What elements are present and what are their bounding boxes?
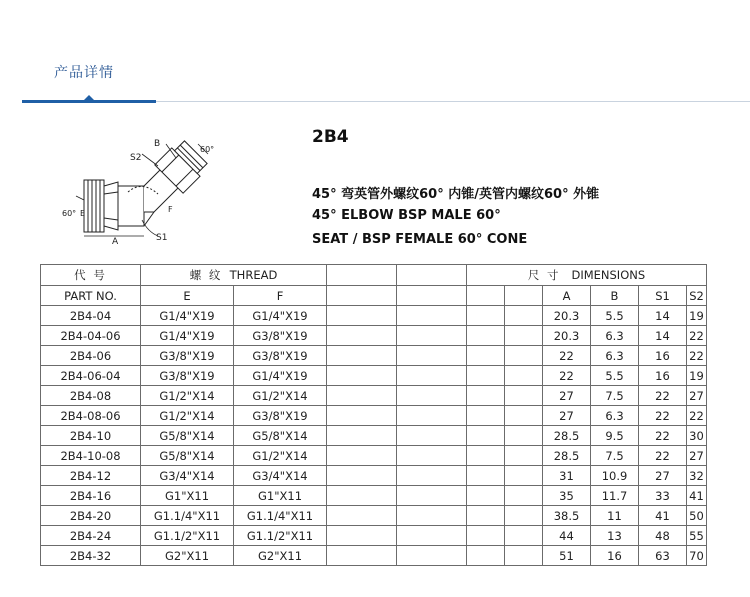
diagram-label-angle-left: 60° xyxy=(62,209,77,218)
cell-dim-s2: 27 xyxy=(687,446,707,466)
cell-dim-s1: 22 xyxy=(639,386,687,406)
empty-cell xyxy=(327,506,397,526)
cell-dim-b: 7.5 xyxy=(591,446,639,466)
empty-cell xyxy=(397,506,467,526)
cell-part-no: 2B4-10-08 xyxy=(41,446,141,466)
empty-cell xyxy=(467,386,505,406)
cell-dim-b: 11 xyxy=(591,506,639,526)
cell-dim-b: 6.3 xyxy=(591,406,639,426)
empty-cell xyxy=(397,546,467,566)
cell-dim-a: 27 xyxy=(543,386,591,406)
empty-cell xyxy=(397,265,467,286)
product-desc-en-line1: 45° ELBOW BSP MALE 60° xyxy=(312,208,501,223)
cell-thread-e: G3/8"X19 xyxy=(141,366,234,386)
empty-cell xyxy=(467,506,505,526)
cell-part-no: 2B4-24 xyxy=(41,526,141,546)
cell-dim-s1: 48 xyxy=(639,526,687,546)
cell-thread-e: G1/4"X19 xyxy=(141,326,234,346)
empty-cell xyxy=(327,486,397,506)
cell-dim-a: 35 xyxy=(543,486,591,506)
diagram-label-s1: S1 xyxy=(156,233,168,243)
cell-dim-b: 13 xyxy=(591,526,639,546)
cell-dim-s2: 41 xyxy=(687,486,707,506)
cell-thread-e: G5/8"X14 xyxy=(141,426,234,446)
cell-dim-a: 28.5 xyxy=(543,426,591,446)
empty-cell xyxy=(397,446,467,466)
diagram-label-a: A xyxy=(112,237,119,247)
cell-thread-f: G3/8"X19 xyxy=(234,406,327,426)
cell-thread-e: G5/8"X14 xyxy=(141,446,234,466)
cell-part-no: 2B4-04-06 xyxy=(41,326,141,346)
empty-cell xyxy=(505,526,543,546)
empty-cell xyxy=(505,386,543,406)
cell-dim-s1: 22 xyxy=(639,406,687,426)
empty-cell xyxy=(467,346,505,366)
empty-cell xyxy=(327,366,397,386)
cell-thread-f: G2"X11 xyxy=(234,546,327,566)
empty-cell xyxy=(467,426,505,446)
cell-dim-a: 31 xyxy=(543,466,591,486)
cell-thread-f: G3/8"X19 xyxy=(234,326,327,346)
empty-cell xyxy=(397,386,467,406)
cell-dim-a: 22 xyxy=(543,346,591,366)
cell-dim-b: 9.5 xyxy=(591,426,639,446)
empty-cell xyxy=(505,306,543,326)
product-desc-en-line2: SEAT / BSP FEMALE 60° CONE xyxy=(312,232,528,247)
col-s2-header: S2 xyxy=(687,286,707,306)
empty-cell xyxy=(397,346,467,366)
empty-cell xyxy=(327,386,397,406)
table-row xyxy=(41,506,707,526)
cell-part-no: 2B4-08-06 xyxy=(41,406,141,426)
empty-cell xyxy=(397,286,467,306)
cell-dim-s2: 32 xyxy=(687,466,707,486)
cell-thread-f: G1/2"X14 xyxy=(234,386,327,406)
cell-dim-a: 22 xyxy=(543,366,591,386)
table-row xyxy=(41,526,707,546)
empty-cell xyxy=(397,366,467,386)
col-part-no-header: PART NO. xyxy=(41,286,141,306)
cell-dim-s1: 22 xyxy=(639,446,687,466)
cell-dim-b: 10.9 xyxy=(591,466,639,486)
cell-thread-e: G1/2"X14 xyxy=(141,386,234,406)
table-row xyxy=(41,326,707,346)
empty-cell xyxy=(397,406,467,426)
cell-dim-s1: 27 xyxy=(639,466,687,486)
cell-dim-a: 20.3 xyxy=(543,306,591,326)
cell-part-no: 2B4-06-04 xyxy=(41,366,141,386)
empty-cell xyxy=(505,366,543,386)
col-thread-header: 螺 纹 THREAD xyxy=(141,265,327,286)
empty-cell xyxy=(467,326,505,346)
empty-cell xyxy=(327,426,397,446)
spec-table xyxy=(40,264,707,566)
col-f-header: F xyxy=(234,286,327,306)
col-e-header: E xyxy=(141,286,234,306)
empty-cell xyxy=(505,446,543,466)
cell-dim-s2: 19 xyxy=(687,306,707,326)
table-row xyxy=(41,486,707,506)
empty-cell xyxy=(505,426,543,446)
cell-dim-a: 38.5 xyxy=(543,506,591,526)
cell-thread-e: G3/4"X14 xyxy=(141,466,234,486)
product-desc-cn: 45° 弯英管外螺纹60° 内锥/英管内螺纹60° 外锥 xyxy=(312,187,600,202)
cell-thread-e: G1"X11 xyxy=(141,486,234,506)
col-a-header: A xyxy=(543,286,591,306)
empty-cell xyxy=(327,346,397,366)
table-row xyxy=(41,306,707,326)
table-header-row-2 xyxy=(41,286,707,306)
empty-cell xyxy=(327,326,397,346)
cell-dim-s2: 30 xyxy=(687,426,707,446)
empty-cell xyxy=(327,526,397,546)
cell-dim-a: 27 xyxy=(543,406,591,426)
empty-cell xyxy=(397,466,467,486)
table-row xyxy=(41,366,707,386)
cell-part-no: 2B4-08 xyxy=(41,386,141,406)
empty-cell xyxy=(327,546,397,566)
empty-cell xyxy=(505,326,543,346)
empty-cell xyxy=(505,546,543,566)
empty-cell xyxy=(327,446,397,466)
table-row xyxy=(41,406,707,426)
cell-thread-f: G3/4"X14 xyxy=(234,466,327,486)
empty-cell xyxy=(397,326,467,346)
cell-thread-e: G2"X11 xyxy=(141,546,234,566)
cell-dim-s2: 70 xyxy=(687,546,707,566)
header-accent-notch xyxy=(84,95,94,100)
empty-cell xyxy=(397,526,467,546)
cell-dim-a: 44 xyxy=(543,526,591,546)
cell-dim-b: 11.7 xyxy=(591,486,639,506)
diagram-label-s2: S2 xyxy=(130,153,142,163)
cell-part-no: 2B4-20 xyxy=(41,506,141,526)
cell-thread-e: G1/2"X14 xyxy=(141,406,234,426)
cell-dim-b: 5.5 xyxy=(591,306,639,326)
col-dimensions-header: 尺 寸 DIMENSIONS xyxy=(467,265,707,286)
cell-dim-b: 7.5 xyxy=(591,386,639,406)
cell-part-no: 2B4-10 xyxy=(41,426,141,446)
cell-dim-s1: 63 xyxy=(639,546,687,566)
cell-thread-f: G1.1/2"X11 xyxy=(234,526,327,546)
table-row xyxy=(41,466,707,486)
empty-cell xyxy=(467,546,505,566)
cell-dim-s2: 19 xyxy=(687,366,707,386)
diagram-label-e: E xyxy=(80,209,86,218)
cell-thread-f: G1"X11 xyxy=(234,486,327,506)
cell-thread-e: G3/8"X19 xyxy=(141,346,234,366)
cell-part-no: 2B4-04 xyxy=(41,306,141,326)
product-model: 2B4 xyxy=(312,127,349,147)
cell-dim-b: 16 xyxy=(591,546,639,566)
empty-cell xyxy=(467,366,505,386)
cell-dim-s2: 50 xyxy=(687,506,707,526)
table-row xyxy=(41,446,707,466)
cell-thread-f: G3/8"X19 xyxy=(234,346,327,366)
elbow-fitting-diagram xyxy=(58,136,238,248)
cell-thread-e: G1/4"X19 xyxy=(141,306,234,326)
table-row xyxy=(41,346,707,366)
empty-cell xyxy=(397,306,467,326)
empty-cell xyxy=(397,486,467,506)
cell-part-no: 2B4-12 xyxy=(41,466,141,486)
cell-thread-f: G1.1/4"X11 xyxy=(234,506,327,526)
empty-cell xyxy=(327,286,397,306)
header-accent-bar xyxy=(22,100,156,103)
cell-dim-s1: 16 xyxy=(639,346,687,366)
empty-cell xyxy=(467,526,505,546)
table-row xyxy=(41,426,707,446)
cell-thread-f: G1/4"X19 xyxy=(234,366,327,386)
cell-dim-s1: 33 xyxy=(639,486,687,506)
cell-dim-s2: 22 xyxy=(687,406,707,426)
col-s1-header: S1 xyxy=(639,286,687,306)
cell-thread-f: G5/8"X14 xyxy=(234,426,327,446)
col-code-header: 代 号 xyxy=(41,265,141,286)
cell-part-no: 2B4-06 xyxy=(41,346,141,366)
header-title: 产品详情 xyxy=(54,65,114,81)
cell-dim-b: 5.5 xyxy=(591,366,639,386)
empty-cell xyxy=(467,406,505,426)
cell-dim-a: 51 xyxy=(543,546,591,566)
empty-cell xyxy=(467,446,505,466)
cell-dim-s1: 14 xyxy=(639,326,687,346)
empty-cell xyxy=(397,426,467,446)
empty-cell xyxy=(327,265,397,286)
empty-cell xyxy=(505,346,543,366)
diagram-label-b: B xyxy=(154,139,161,149)
cell-thread-e: G1.1/4"X11 xyxy=(141,506,234,526)
cell-dim-s1: 16 xyxy=(639,366,687,386)
cell-dim-b: 6.3 xyxy=(591,346,639,366)
cell-dim-b: 6.3 xyxy=(591,326,639,346)
cell-thread-f: G1/2"X14 xyxy=(234,446,327,466)
cell-dim-s1: 14 xyxy=(639,306,687,326)
cell-dim-a: 28.5 xyxy=(543,446,591,466)
cell-dim-s2: 22 xyxy=(687,326,707,346)
diagram-label-angle-top: 60° xyxy=(200,145,215,154)
cell-dim-a: 20.3 xyxy=(543,326,591,346)
cell-dim-s1: 22 xyxy=(639,426,687,446)
table-header-row-1 xyxy=(41,265,707,286)
table-row xyxy=(41,546,707,566)
empty-cell xyxy=(505,466,543,486)
empty-cell xyxy=(505,506,543,526)
cell-dim-s1: 41 xyxy=(639,506,687,526)
cell-thread-e: G1.1/2"X11 xyxy=(141,526,234,546)
cell-dim-s2: 55 xyxy=(687,526,707,546)
empty-cell xyxy=(505,406,543,426)
empty-cell xyxy=(467,306,505,326)
empty-cell xyxy=(467,286,505,306)
diagram-label-f: F xyxy=(168,205,173,214)
empty-cell xyxy=(327,306,397,326)
empty-cell xyxy=(327,466,397,486)
empty-cell xyxy=(505,486,543,506)
cell-part-no: 2B4-16 xyxy=(41,486,141,506)
table-row xyxy=(41,386,707,406)
col-b-header: B xyxy=(591,286,639,306)
cell-dim-s2: 22 xyxy=(687,346,707,366)
empty-cell xyxy=(505,286,543,306)
empty-cell xyxy=(467,486,505,506)
cell-part-no: 2B4-32 xyxy=(41,546,141,566)
cell-dim-s2: 27 xyxy=(687,386,707,406)
empty-cell xyxy=(467,466,505,486)
empty-cell xyxy=(327,406,397,426)
cell-thread-f: G1/4"X19 xyxy=(234,306,327,326)
